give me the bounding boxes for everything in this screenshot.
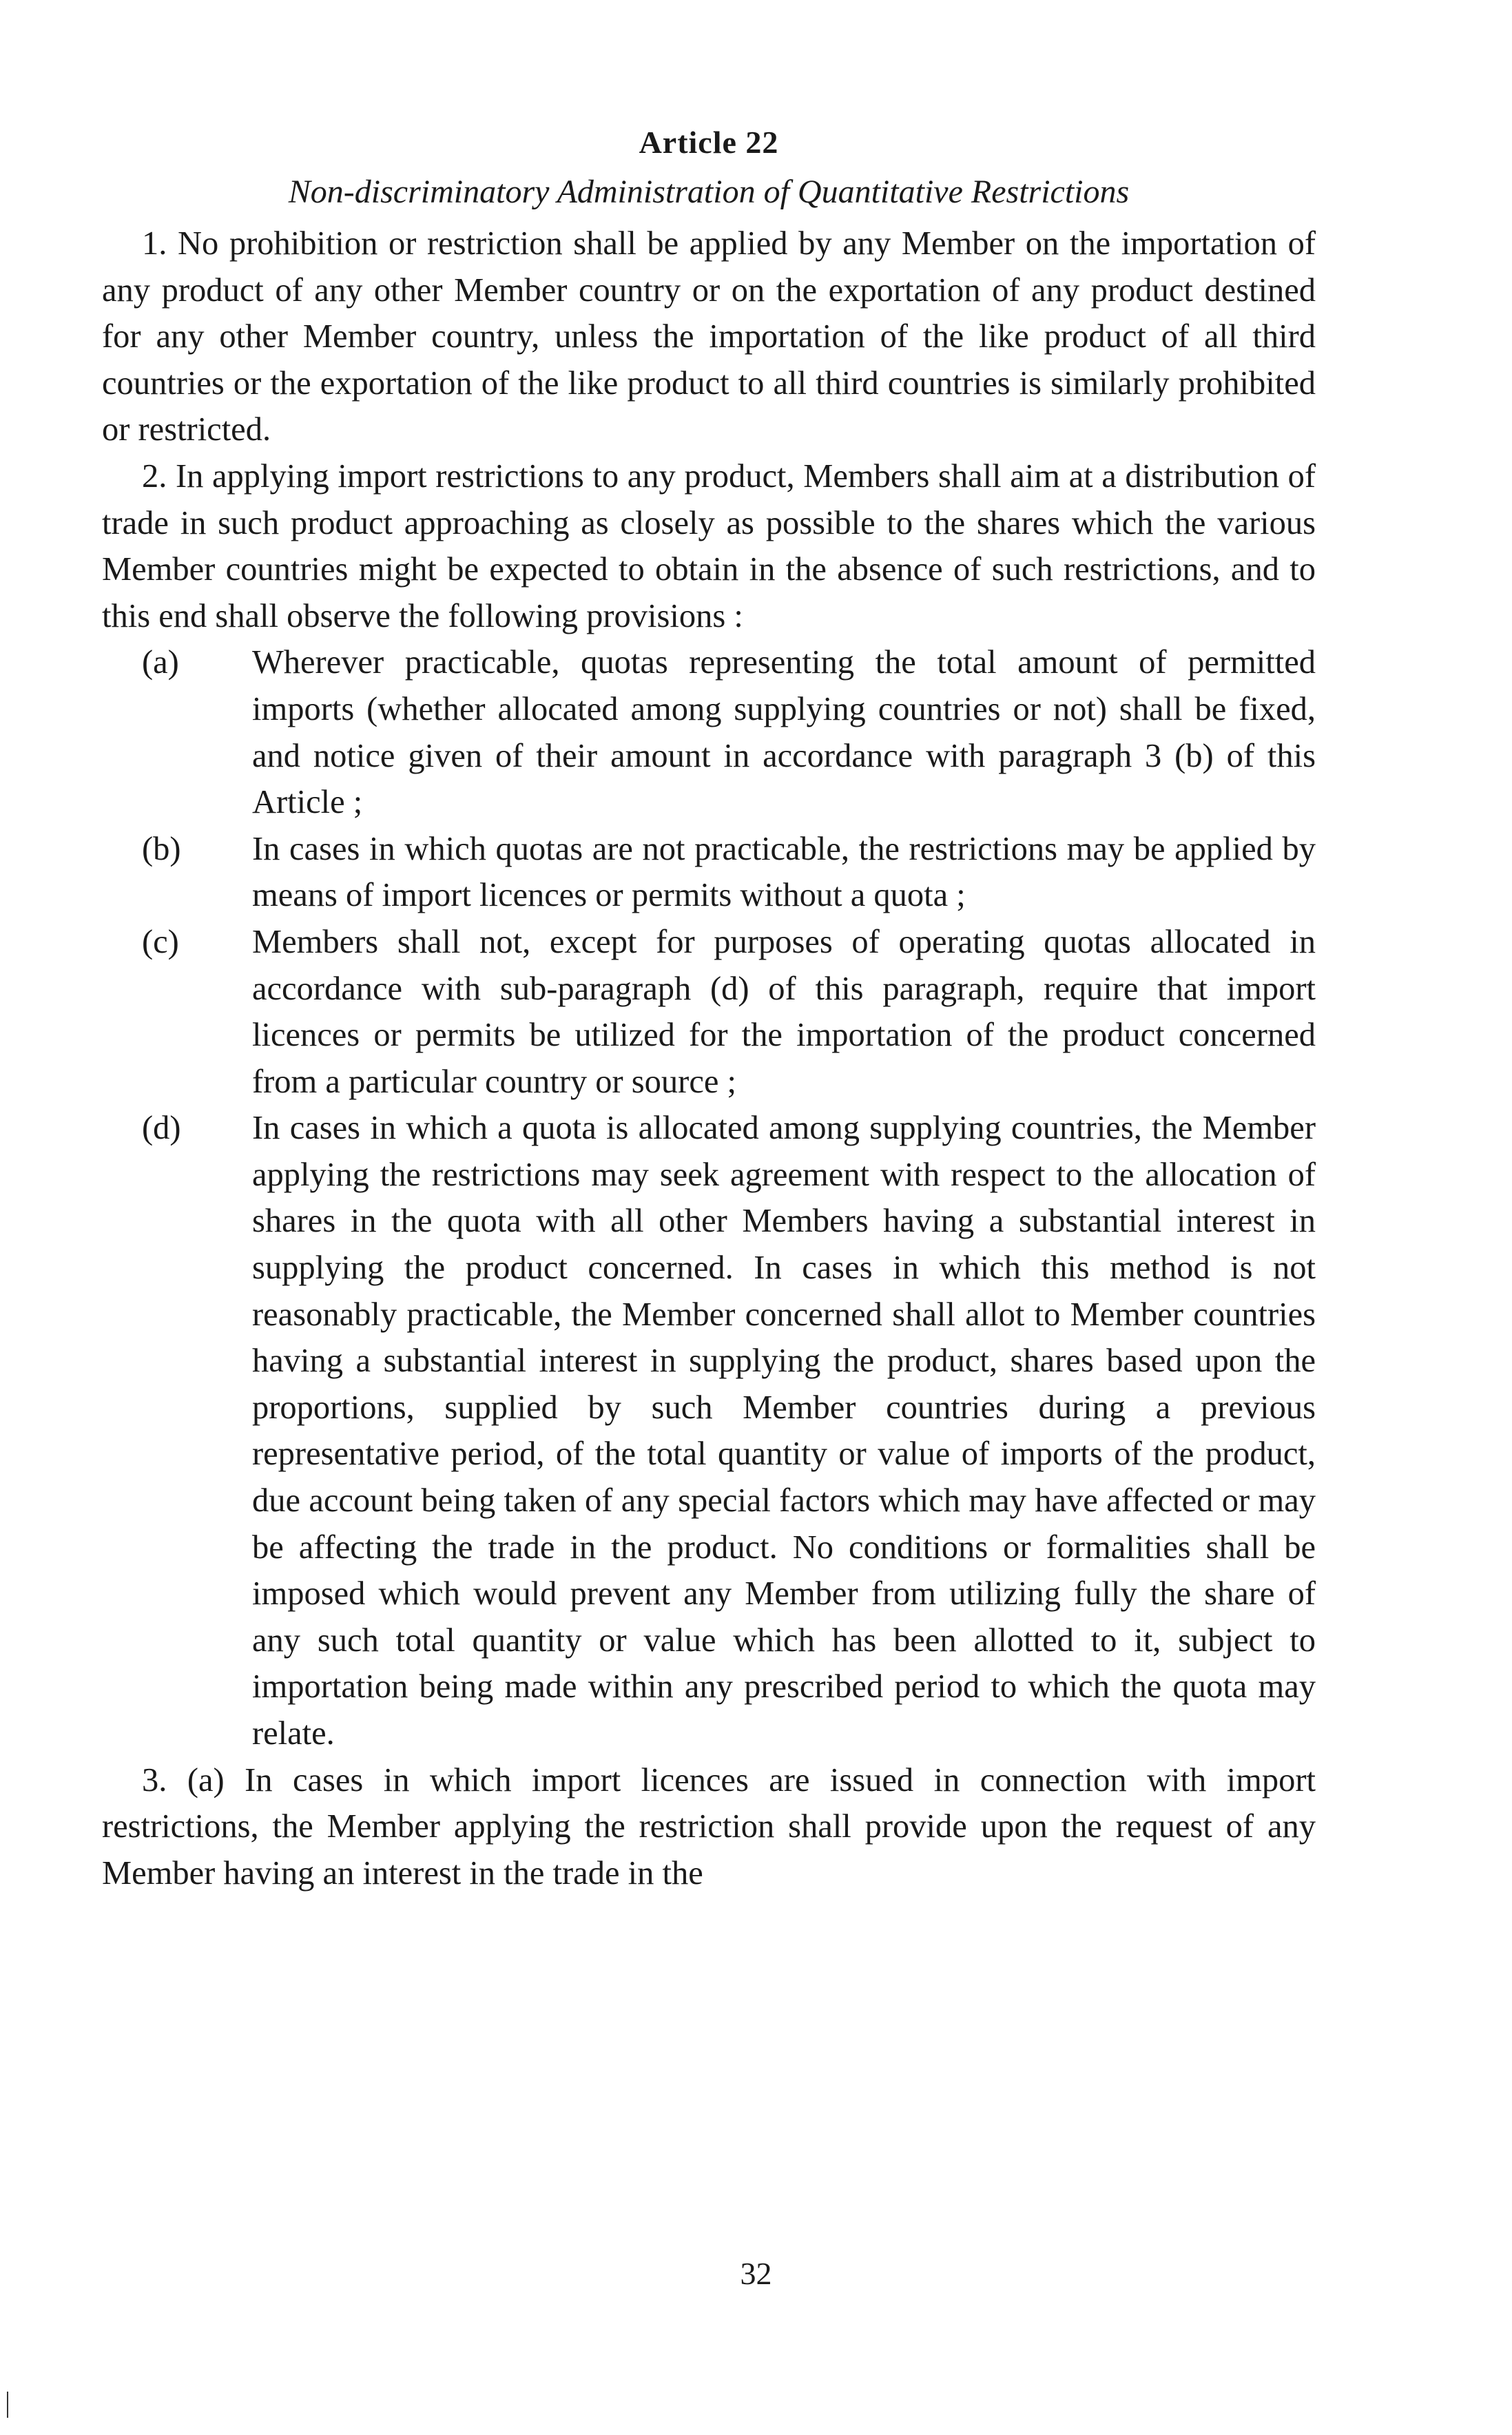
document-page bbox=[102, 124, 1316, 1896]
list-item-label: (c) bbox=[142, 923, 179, 960]
paragraph-3-label: (a) bbox=[187, 1761, 225, 1799]
page-number: 32 bbox=[740, 2256, 772, 2291]
list-item-label: (b) bbox=[142, 830, 181, 867]
list-item-b bbox=[102, 826, 1316, 919]
list-item-text: In cases in which quotas are not practicable, the restrictions may be applied by means of import licences or permits without a quota ; bbox=[252, 830, 1316, 914]
article-subtitle: Non-discriminatory Administration of Quantitative Restrictions bbox=[288, 174, 1130, 210]
list-item-label: (d) bbox=[142, 1110, 181, 1147]
list-item-label: (a) bbox=[142, 644, 179, 681]
list-item-c bbox=[102, 919, 1316, 1105]
list-item-text: In cases in which a quota is allocated among supplying countries, the Member applying the restrictions may seek agreement with respect to the allocation of shares in the quota with all other Members having a substantial interest in supplying the product concerned. In cases in which this method is not reasonably practicable, the Member concerned shall allot to Member countries having a substantial interest in supplying the product, shares based upon the proportions, supplied by such Member countries during a previous representative period, of the total quantity or value of imports of the product, due account being taken of any special factors which may have affected or may be affecting the trade in the product. No conditions or formalities shall be imposed which would prevent any Member from utilizing fully the share of any such total quantity or value which has been allotted to it, subject to importation being made within any prescribed period to which the quota may relate. bbox=[252, 1110, 1316, 1752]
list-item-text: Wherever practicable, quotas representing the total amount of permitted imports (whether allocated among supplying countries or not) shall be fixed, and notice given of their amount in accordance with paragraph 3 (b) of this Article ; bbox=[252, 644, 1316, 821]
paragraph-3-text: In cases in which import licences are issued in connection with import restrictions, the Member applying the restriction shall provide upon the request of any Member having an interest in the trade in the bbox=[102, 1761, 1316, 1892]
article-title: Article 22 bbox=[639, 125, 779, 160]
list-item-a bbox=[102, 639, 1316, 825]
paragraph-1: 1. No prohibition or restriction shall be applied by any Member on the importation of any product of any other Member country or on the exportation of any product destined for any other Member country, unless the importation of the like product of all third countries or the exportation of the like product to all third countries is similarly prohibited or restricted. bbox=[102, 225, 1316, 448]
paragraph-3 bbox=[102, 1757, 1316, 1897]
paragraph-3-number: 3. bbox=[142, 1761, 167, 1799]
margin-mark bbox=[7, 2392, 8, 2418]
list-item-d bbox=[102, 1105, 1316, 1757]
list-item-text: Members shall not, except for purposes of operating quotas allocated in accordance with sub-paragraph (d) of this paragraph, require that import licences or permits be utilized for the importation of the product concerned from a particular country or source ; bbox=[252, 923, 1316, 1100]
paragraph-2: 2. In applying import restrictions to any product, Members shall aim at a distribution of trade in such product approaching as closely as possible to the shares which the various Member countries might be expected to obtain in the absence of such restrictions, and to this end shall observe the following provisions : bbox=[102, 457, 1316, 634]
